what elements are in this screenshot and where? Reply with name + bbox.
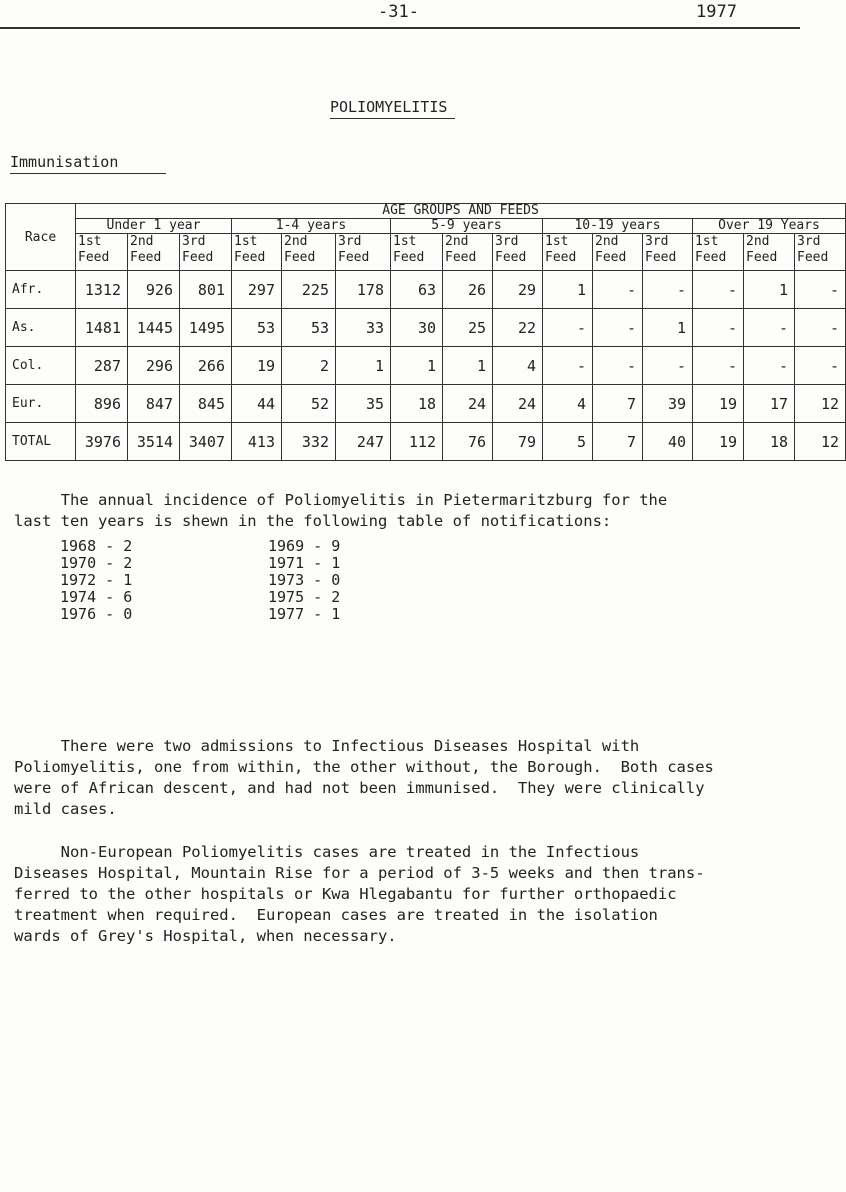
feed-header: 1st Feed xyxy=(232,234,282,271)
table-cell: 33 xyxy=(336,309,391,347)
feed-header: 2nd Feed xyxy=(744,234,795,271)
incidence-entry: 1969 - 9 xyxy=(268,537,341,555)
race-header: Race xyxy=(6,204,76,271)
table-cell: - xyxy=(693,309,744,347)
page-title: POLIOMYELITIS xyxy=(330,98,448,116)
incidence-entry: 1976 - 0 xyxy=(60,605,133,623)
race-label: Eur. xyxy=(6,385,76,423)
table-cell: 225 xyxy=(282,271,336,309)
feed-header: 1st Feed xyxy=(693,234,744,271)
incidence-row xyxy=(60,555,476,572)
incidence-intro: The annual incidence of Poliomyelitis in Pietermaritzburg for the last ten years is shewn in the following table of notifications: xyxy=(14,491,668,530)
table-cell: - xyxy=(744,309,795,347)
table-row xyxy=(6,271,846,309)
feed-header: 2nd Feed xyxy=(443,234,493,271)
section-underline xyxy=(10,173,166,174)
feed-header: 1st Feed xyxy=(391,234,443,271)
feed-header: 1st Feed xyxy=(543,234,593,271)
table-cell: 413 xyxy=(232,423,282,461)
table-cell: 53 xyxy=(282,309,336,347)
feed-header: 3rd Feed xyxy=(336,234,391,271)
title-underline xyxy=(330,118,455,119)
section-heading: Immunisation xyxy=(10,153,119,171)
table-cell: 1 xyxy=(336,347,391,385)
race-label: Col. xyxy=(6,347,76,385)
report-year: 1977 xyxy=(696,2,737,22)
table-cell: 18 xyxy=(744,423,795,461)
table-cell: 35 xyxy=(336,385,391,423)
table-cell: 24 xyxy=(493,385,543,423)
table-cell: 845 xyxy=(180,385,232,423)
table-cell: 76 xyxy=(443,423,493,461)
table-cell: 18 xyxy=(391,385,443,423)
table-cell: 1481 xyxy=(76,309,128,347)
table-row xyxy=(6,309,846,347)
feed-header: 1st Feed xyxy=(76,234,128,271)
table-cell: 847 xyxy=(128,385,180,423)
incidence-entry: 1973 - 0 xyxy=(268,571,341,589)
table-cell: 3976 xyxy=(76,423,128,461)
admissions-paragraph: There were two admissions to Infectious Diseases Hospital with Poliomyelitis, one from within, the other without, the Borough. Both cases were of African descent, and had not been immunised. They were clinically mild cases. xyxy=(14,737,714,818)
table-cell: 1 xyxy=(543,271,593,309)
incidence-entry: 1970 - 2 xyxy=(60,554,133,572)
table-cell: - xyxy=(795,309,846,347)
age-group-header: 1-4 years xyxy=(232,219,391,234)
table-cell: 926 xyxy=(128,271,180,309)
age-group-row xyxy=(6,219,846,234)
table-cell: 1495 xyxy=(180,309,232,347)
feed-header: 3rd Feed xyxy=(643,234,693,271)
table-cell: 1 xyxy=(391,347,443,385)
table-cell: - xyxy=(744,347,795,385)
table-cell: 5 xyxy=(543,423,593,461)
table-cell: 4 xyxy=(493,347,543,385)
table-cell: - xyxy=(643,271,693,309)
table-cell: 39 xyxy=(643,385,693,423)
age-group-header: 10-19 years xyxy=(543,219,693,234)
table-cell: - xyxy=(693,347,744,385)
incidence-entry: 1972 - 1 xyxy=(60,571,133,589)
table-cell: 79 xyxy=(493,423,543,461)
table-cell: 1445 xyxy=(128,309,180,347)
table-cell: 29 xyxy=(493,271,543,309)
table-cell: 19 xyxy=(232,347,282,385)
feed-header: 3rd Feed xyxy=(795,234,846,271)
incidence-entry: 1974 - 6 xyxy=(60,588,133,606)
table-cell: 247 xyxy=(336,423,391,461)
table-cell: 801 xyxy=(180,271,232,309)
table-cell: - xyxy=(795,271,846,309)
table-cell: 1 xyxy=(643,309,693,347)
table-cell: 19 xyxy=(693,385,744,423)
table-cell: 30 xyxy=(391,309,443,347)
feed-header: 3rd Feed xyxy=(493,234,543,271)
table-cell: 4 xyxy=(543,385,593,423)
feed-row xyxy=(6,234,846,271)
table-cell: 1 xyxy=(744,271,795,309)
table-cell: 296 xyxy=(128,347,180,385)
table-cell: 7 xyxy=(593,385,643,423)
table-cell: 896 xyxy=(76,385,128,423)
age-group-header: 5-9 years xyxy=(391,219,543,234)
feed-header: 2nd Feed xyxy=(128,234,180,271)
table-cell: 7 xyxy=(593,423,643,461)
table-cell: 12 xyxy=(795,385,846,423)
table-cell: 297 xyxy=(232,271,282,309)
top-rule xyxy=(0,27,800,29)
table-cell: 19 xyxy=(693,423,744,461)
incidence-row xyxy=(60,572,476,589)
table-cell: 24 xyxy=(443,385,493,423)
table-cell: - xyxy=(593,271,643,309)
incidence-row xyxy=(60,606,476,623)
incidence-row xyxy=(60,589,476,606)
age-groups-header: AGE GROUPS AND FEEDS xyxy=(76,204,846,219)
table-cell: 332 xyxy=(282,423,336,461)
table-row xyxy=(6,385,846,423)
table-cell: - xyxy=(693,271,744,309)
table-cell: 17 xyxy=(744,385,795,423)
table-cell: 26 xyxy=(443,271,493,309)
race-label: Afr. xyxy=(6,271,76,309)
incidence-entry: 1971 - 1 xyxy=(268,554,341,572)
feed-header: 2nd Feed xyxy=(282,234,336,271)
table-cell: 63 xyxy=(391,271,443,309)
table-cell: - xyxy=(795,347,846,385)
table-cell: - xyxy=(593,309,643,347)
race-label: TOTAL xyxy=(6,423,76,461)
feed-header: 3rd Feed xyxy=(180,234,232,271)
table-cell: 40 xyxy=(643,423,693,461)
table-cell: - xyxy=(593,347,643,385)
incidence-row xyxy=(60,538,476,555)
table-row xyxy=(6,423,846,461)
table-cell: 44 xyxy=(232,385,282,423)
table-cell: 22 xyxy=(493,309,543,347)
table-cell: 3407 xyxy=(180,423,232,461)
table-cell: 178 xyxy=(336,271,391,309)
table-cell: 1 xyxy=(443,347,493,385)
table-cell: 1312 xyxy=(76,271,128,309)
table-cell: 2 xyxy=(282,347,336,385)
immunisation-table xyxy=(5,203,846,461)
table-row xyxy=(6,347,846,385)
incidence-list xyxy=(60,538,476,623)
race-label: As. xyxy=(6,309,76,347)
table-cell: 287 xyxy=(76,347,128,385)
table-cell: 12 xyxy=(795,423,846,461)
table-cell: - xyxy=(643,347,693,385)
table-cell: 25 xyxy=(443,309,493,347)
treatment-paragraph: Non-European Poliomyelitis cases are treated in the Infectious Diseases Hospital, Mountain Rise for a period of 3-5 weeks and then trans- ferred to the other hospitals or Kwa Hlegabantu for further orthopaedic treatment when required. European cases are treated in the isolation wards of Grey's Hospital, when necessary. xyxy=(14,843,705,945)
feed-header: 2nd Feed xyxy=(593,234,643,271)
immunisation-body xyxy=(6,271,846,461)
age-group-header: Under 1 year xyxy=(76,219,232,234)
table-cell: 53 xyxy=(232,309,282,347)
age-group-header: Over 19 Years xyxy=(693,219,846,234)
table-cell: - xyxy=(543,347,593,385)
incidence-entry: 1975 - 2 xyxy=(268,588,341,606)
incidence-entry: 1977 - 1 xyxy=(268,605,341,623)
table-cell: 3514 xyxy=(128,423,180,461)
table-cell: 52 xyxy=(282,385,336,423)
page-number: -31- xyxy=(378,2,419,22)
incidence-entry: 1968 - 2 xyxy=(60,537,133,555)
table-cell: 112 xyxy=(391,423,443,461)
table-cell: - xyxy=(543,309,593,347)
table-cell: 266 xyxy=(180,347,232,385)
